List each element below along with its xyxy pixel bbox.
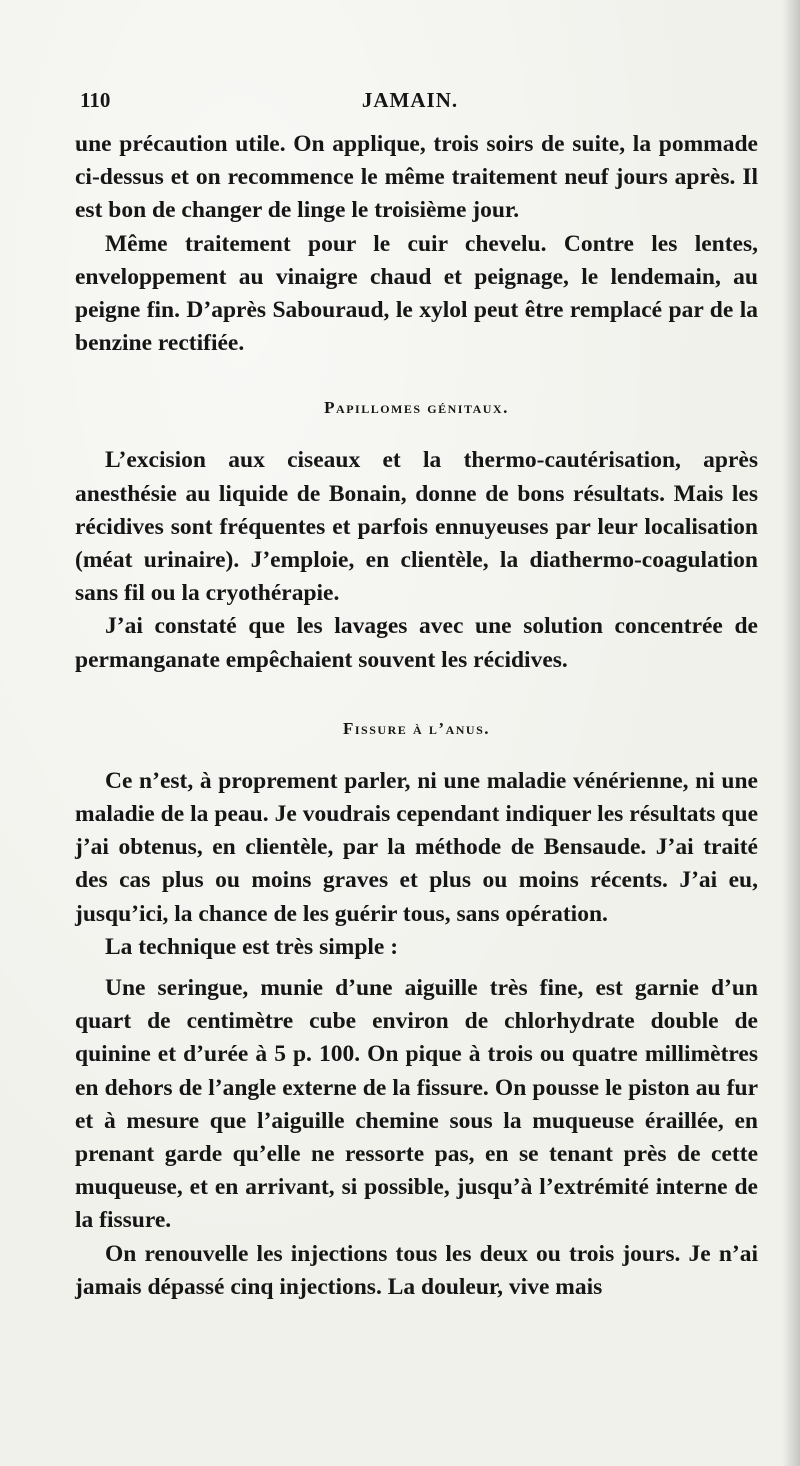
page-spine-shadow [782, 0, 800, 1466]
paragraph-fissure-intro: Ce n’est, à proprement parler, ni une maladie vénérienne, ni une maladie de la peau. Je voudrais cependant indiquer les résultats que j’ai obtenus, en clientèle, par la méthode de Bensaude. J’ai traité des cas plus ou moins graves et plus ou moins récents. J’ai eu, jusqu’ici, la chance de les guérir tous, sans opération. [75, 767, 758, 927]
section-heading-papillomes [75, 398, 758, 418]
paragraph-technique: La technique est très simple : [105, 933, 399, 960]
paragraph-syringe: Une seringue, munie d’une aiguille très fine, est garnie d’un quart de centimètre cube environ de chlorhydrate double de quinine et d’urée à 5 p. 100. On pique à trois ou quatre millimètres en dehors de l’angle externe de la fissure. On pousse le piston au fur et à mesure que l’aiguille chemine sous la muqueuse éraillée, en prenant garde qu’elle ne ressorte pas, en se tenant près de cette muqueuse, et en arrivant, si possible, jusqu’à l’extrémité interne de la fissure. [75, 975, 758, 1234]
paragraph-scalp-treatment: Même traitement pour le cuir chevelu. Contre les lentes, enveloppement au vinaigre chaud et peignage, le lendemain, au peigne fin. D’après Sabouraud, le xylol peut être remplacé par de la benzine rectifiée. [75, 230, 758, 357]
page-body [75, 128, 758, 1304]
running-title: JAMAIN. [361, 88, 459, 112]
section-heading-fissure [75, 719, 758, 739]
paragraph-continued: une précaution utile. On applique, trois soirs de suite, la pommade ci-dessus et on recommence le même traitement neuf jours après. Il est bon de changer de linge le troisième jour. [75, 131, 758, 224]
section-heading-papillomes-text: Papillomes génitaux. [324, 398, 509, 418]
page-number: 110 [80, 88, 111, 112]
paragraph-injections: On renouvelle les injections tous les deux ou trois jours. Je n’ai jamais dépassé cinq injections. La douleur, vive mais [75, 1240, 758, 1300]
paragraph-excision: L’excision aux ciseaux et la thermo-cautérisation, après anesthésie au liquide de Bonain, donne de bons résultats. Mais les récidives sont fréquentes et parfois ennuyeuses par leur localisation (méat urinaire). J’emploie, en clientèle, la diathermo-coagulation sans fil ou la cryothérapie. [75, 447, 758, 607]
page-header [80, 88, 740, 118]
section-heading-fissure-text: Fissure à l’anus. [343, 718, 490, 738]
paragraph-permanganate: J’ai constaté que les lavages avec une solution concentrée de permanganate empêchaient souvent les récidives. [75, 613, 758, 673]
